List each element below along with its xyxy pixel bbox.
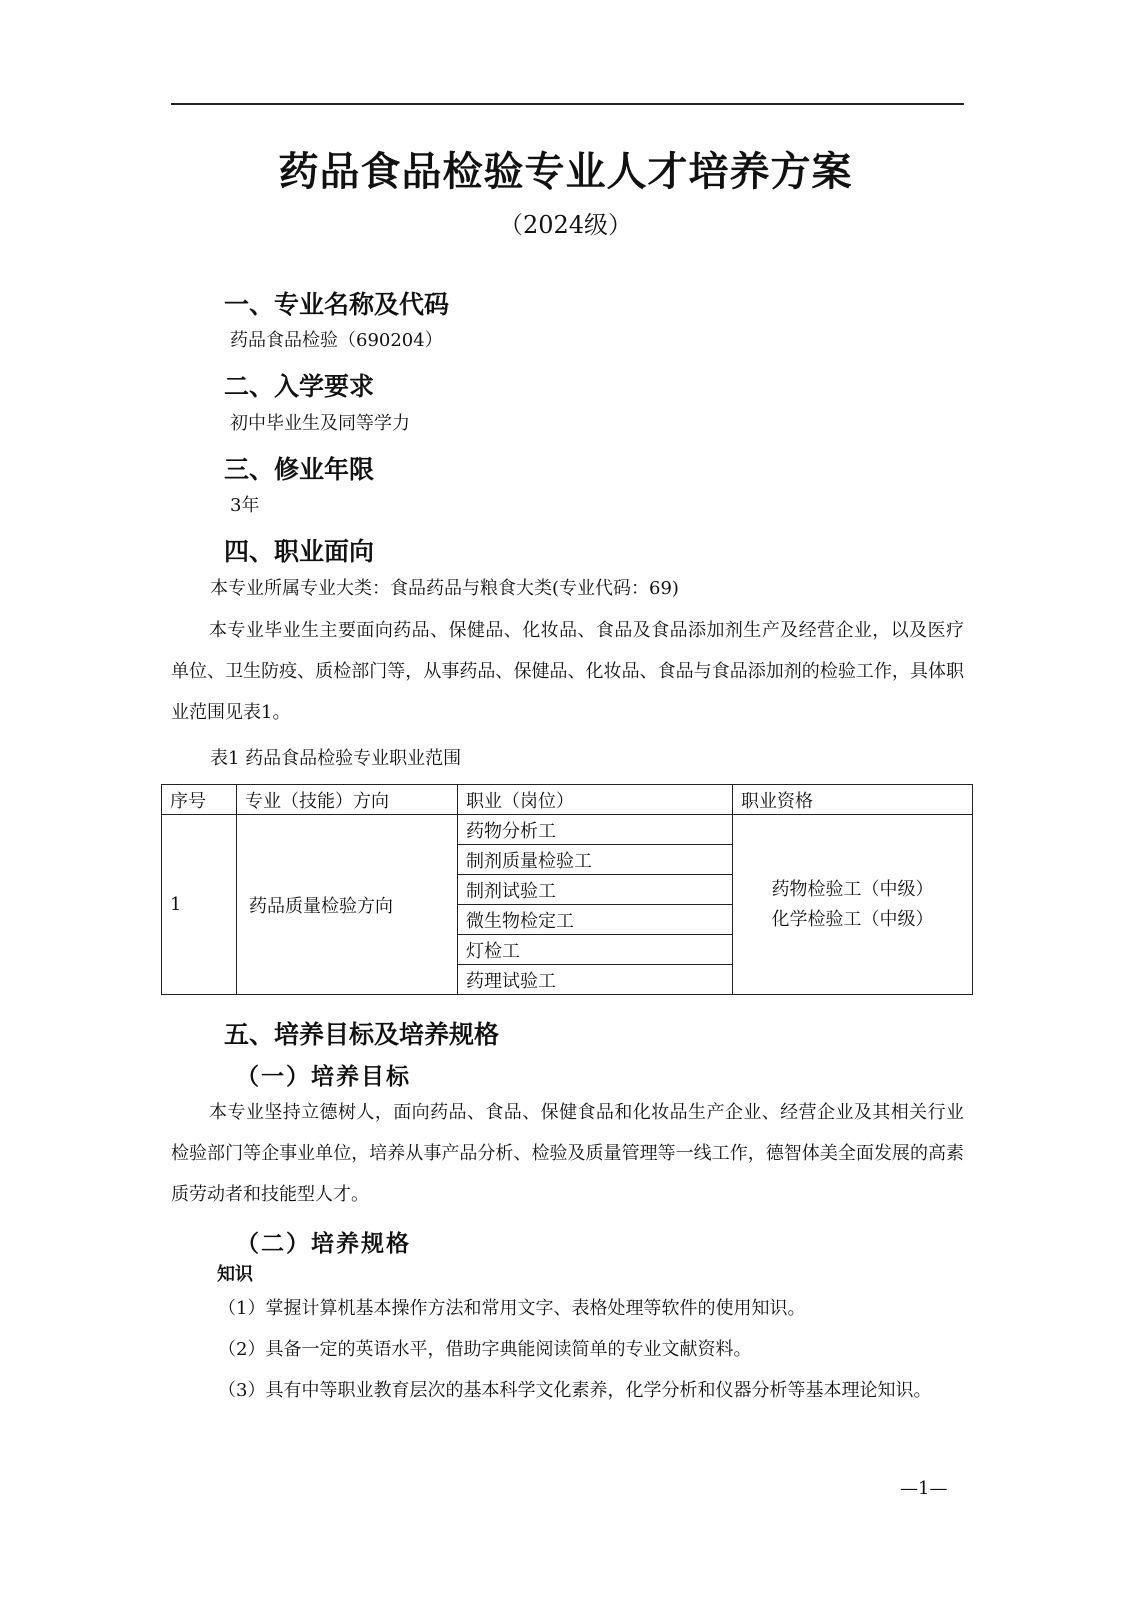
section-1-heading: 一、专业名称及代码 — [224, 290, 450, 319]
table-cell-job: 制剂试验工 — [458, 875, 733, 905]
knowledge-item: （1）掌握计算机基本操作方法和常用文字、表格处理等软件的使用知识。 — [218, 1298, 806, 1319]
table-caption: 表1 药品食品检验专业职业范围 — [210, 748, 462, 769]
table-cell-job: 药物分析工 — [458, 815, 733, 845]
document-title: 药品食品检验专业人才培养方案 — [278, 149, 853, 195]
section-2-heading: 二、入学要求 — [224, 372, 375, 401]
section-4-category-line: 本专业所属专业大类：食品药品与粮食大类(专业代码：69) — [210, 578, 679, 599]
qualification-item: 化学检验工（中级） — [771, 908, 934, 930]
table-row — [162, 815, 973, 845]
section-5-heading: 五、培养目标及培养规格 — [224, 1020, 500, 1049]
section-2-content: 初中毕业生及同等学力 — [230, 413, 410, 434]
section-1-content: 药品食品检验（690204） — [230, 330, 443, 351]
table-cell-job: 制剂质量检验工 — [458, 845, 733, 875]
table-cell-job: 微生物检定工 — [458, 905, 733, 935]
header-rule — [171, 103, 964, 105]
page-number: —1— — [900, 1478, 948, 1499]
table-header: 专业（技能）方向 — [237, 785, 458, 815]
table-cell-job: 灯检工 — [458, 935, 733, 965]
table-cell-no: 1 — [162, 815, 237, 995]
section-3-content: 3年 — [230, 495, 260, 516]
section-4-paragraph: 本专业毕业生主要面向药品、保健品、化妆品、食品及食品添加剂生产及经营企业，以及医疗单位、卫生防疫、质检部门等，从事药品、保健品、化妆品、食品与食品添加剂的检验工作，具体职业范围见表1。 — [171, 620, 964, 723]
knowledge-item: （2）具备一定的英语水平，借助字典能阅读简单的专业文献资料。 — [218, 1339, 752, 1360]
table-cell-job: 药理试验工 — [458, 965, 733, 995]
subsection-2-heading: （二）培养规格 — [236, 1231, 411, 1257]
knowledge-item: （3）具有中等职业教育层次的基本科学文化素养，化学分析和仪器分析等基本理论知识。 — [218, 1380, 932, 1401]
table-cell-qualifications — [733, 815, 973, 995]
table-header: 职业（岗位） — [458, 785, 733, 815]
table-header: 职业资格 — [733, 785, 973, 815]
qualification-item: 药物检验工（中级） — [771, 878, 934, 900]
section-3-heading: 三、修业年限 — [224, 455, 375, 484]
knowledge-label: 知识 — [217, 1264, 253, 1285]
subsection-1-paragraph: 本专业坚持立德树人，面向药品、食品、保健食品和化妆品生产企业、经营企业及其相关行业检验部门等企事业单位，培养从事产品分析、检验及质量管理等一线工作，德智体美全面发展的高素质劳动者和技能型人才。 — [171, 1102, 964, 1205]
table-header-row — [162, 785, 973, 815]
document-subtitle: （2024级） — [498, 211, 633, 239]
subsection-1-heading: （一）培养目标 — [236, 1064, 411, 1090]
table-cell-direction: 药品质量检验方向 — [237, 815, 458, 995]
table-header: 序号 — [162, 785, 237, 815]
section-4-heading: 四、职业面向 — [224, 537, 375, 566]
job-scope-table — [161, 784, 973, 995]
